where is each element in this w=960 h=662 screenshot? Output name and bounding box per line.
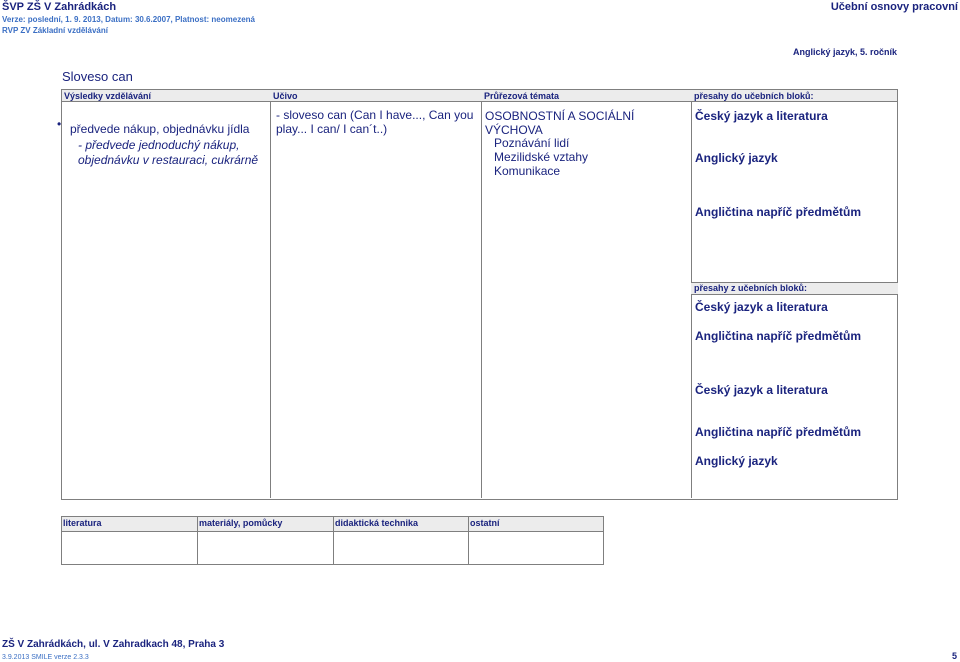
document-type: Učební osnovy pracovní bbox=[830, 1, 958, 13]
relation-from-item: Český jazyk a literatura bbox=[695, 300, 828, 314]
materials-col-technology: didaktická technika bbox=[335, 518, 419, 528]
outcome-main bbox=[57, 117, 270, 137]
theme-item: Mezilidské vztahy bbox=[494, 150, 589, 164]
relation-to-item: Český jazyk a literatura bbox=[695, 109, 828, 123]
column-themes: Průřezová témata bbox=[484, 91, 560, 101]
column-divider bbox=[691, 102, 692, 498]
version-line: Verze: poslední, 1. 9. 2013, Datum: 30.6.2007, Platnost: neomezená bbox=[2, 15, 255, 24]
theme-item: Poznávání lidí bbox=[494, 136, 570, 150]
materials-divider bbox=[197, 517, 198, 564]
materials-divider bbox=[468, 517, 469, 564]
materials-col-aids: materiály, pomůcky bbox=[199, 518, 283, 528]
relation-from-item: Angličtina napříč předmětům bbox=[695, 425, 862, 439]
footer-version: 3.9.2013 SMILE verze 2.3.3 bbox=[2, 654, 89, 661]
materials-col-other: ostatní bbox=[470, 518, 500, 528]
page-number: 5 bbox=[951, 651, 957, 661]
relation-from-item: Angličtina napříč předmětům bbox=[695, 329, 862, 343]
footer-school: ZŠ V Zahrádkách, ul. V Zahradkach 48, Praha 3 bbox=[2, 639, 225, 650]
document-title: ŠVP ZŠ V Zahrádkách bbox=[2, 1, 117, 13]
rvp-line: RVP ZV Základní vzdělávání bbox=[2, 26, 108, 35]
materials-table bbox=[61, 516, 604, 565]
column-divider bbox=[481, 102, 482, 498]
subject-grade: Anglický jazyk, 5. ročník bbox=[792, 47, 897, 57]
relation-from-item: Anglický jazyk bbox=[695, 454, 778, 468]
content-text: - sloveso can (Can I have..., Can you play... I can/ I can´t..) bbox=[276, 108, 474, 136]
section-title: Sloveso can bbox=[62, 69, 133, 84]
relations-from-header: přesahy z učebních bloků: bbox=[694, 283, 808, 293]
outcome-main-text: předvede nákup, objednávku jídla bbox=[70, 122, 250, 136]
materials-col-literature: literatura bbox=[63, 518, 102, 528]
table-header bbox=[61, 89, 898, 102]
theme-title: OSOBNOSTNÍ A SOCIÁLNÍ VÝCHOVA bbox=[485, 109, 635, 137]
relation-to-item: Angličtina napříč předmětům bbox=[695, 205, 862, 219]
bullet-icon: • bbox=[57, 117, 62, 131]
column-relations: přesahy do učebních bloků: bbox=[694, 91, 814, 101]
column-divider bbox=[270, 102, 271, 498]
materials-divider bbox=[333, 517, 334, 564]
column-outcomes: Výsledky vzdělávání bbox=[64, 91, 152, 101]
relation-from-item: Český jazyk a literatura bbox=[695, 383, 828, 397]
theme-item: Komunikace bbox=[494, 164, 561, 178]
relation-to-item: Anglický jazyk bbox=[695, 151, 778, 165]
outcome-sub: - předvede jednoduchý nákup, objednávku v restauraci, cukrárně bbox=[78, 138, 259, 167]
column-content: Učivo bbox=[273, 91, 298, 101]
